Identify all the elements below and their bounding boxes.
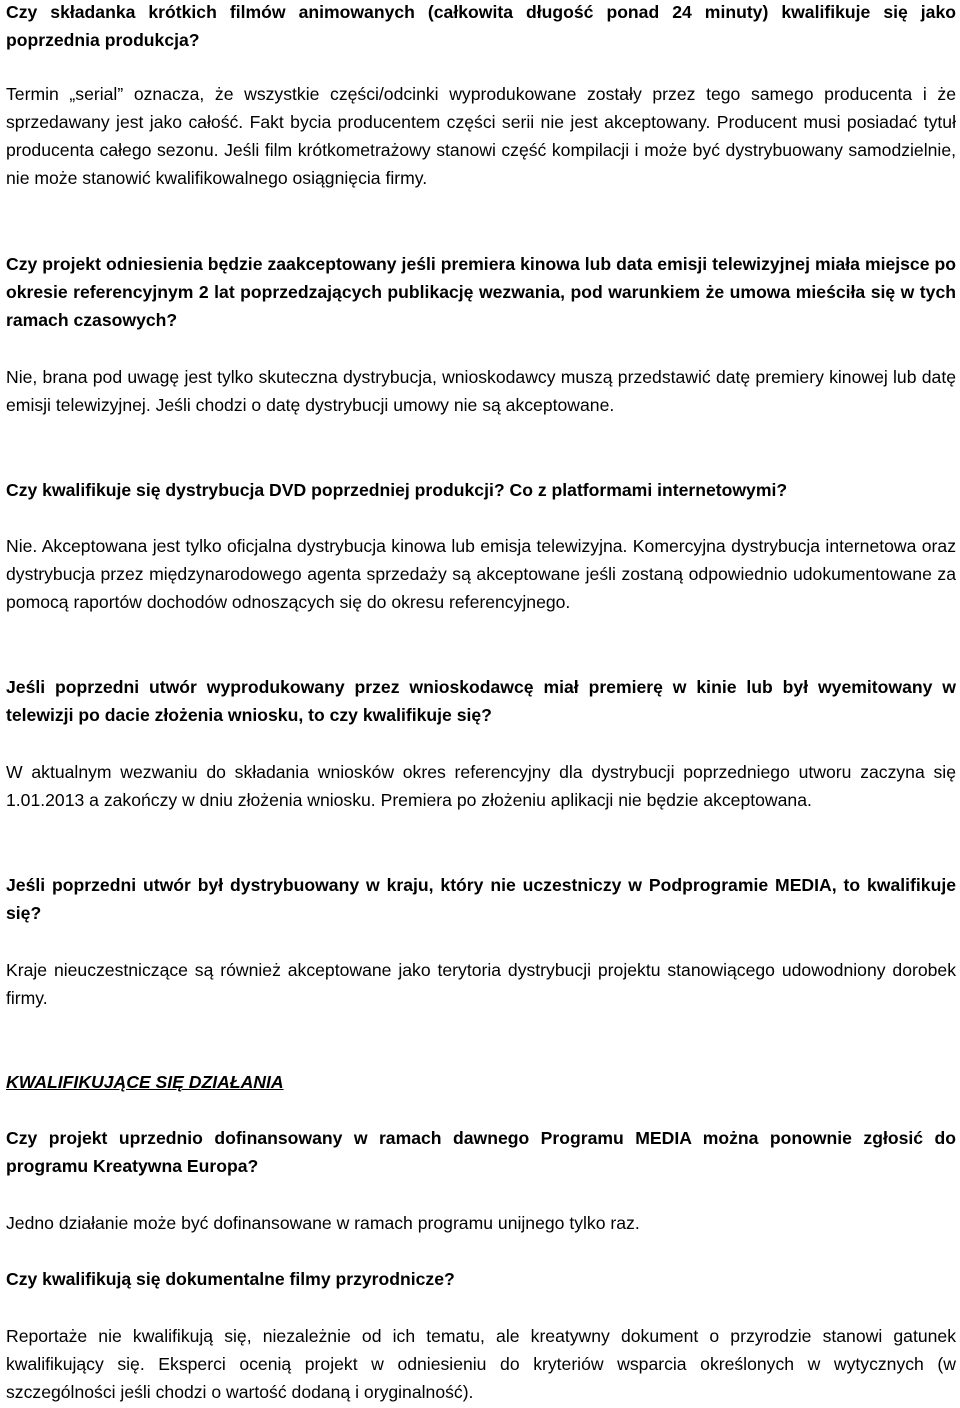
answer-series-definition-part1: Termin „serial” oznacza, że wszystkie części/odcinki wyprodukowane zostały przez tego samego producenta i że sprzedawany jest jako całość. Fakt bycia producentem części serii nie jest akceptowany. [6, 84, 956, 132]
question-reference-project-premiere: Czy projekt odniesienia będzie zaakceptowany jeśli premiera kinowa lub data emisji telewizyjnej miała miejsce po okresie referencyjnym 2 lat poprzedzających publikację wezwania, pod warunkiem że umowa mieściła się w tych ramach czasowych? [6, 254, 956, 330]
question-previously-funded-project: Czy projekt uprzednio dofinansowany w ramach dawnego Programu MEDIA można ponownie zgłosić do programu Kreatywna Europa? [6, 1128, 956, 1176]
answer-reference-period: W aktualnym wezwaniu do składania wniosków okres referencyjny dla dystrybucji poprzedniego utworu zaczyna się 1.01.2013 a zakończy w dniu złożenia wniosku. Premiera po złożeniu aplikacji nie będzie akceptowana. [6, 762, 956, 810]
answer-effective-distribution: Nie, brana pod uwagę jest tylko skuteczna dystrybucja, wnioskodawcy muszą przedstawić datę premiery kinowej lub datę emisji telewizyjnej. Jeśli chodzi o datę dystrybucji umowy nie są akceptowane. [6, 367, 956, 415]
question-dvd-distribution: Czy kwalifikuje się dystrybucja DVD poprzedniej produkcji? Co z platformami internetowymi? [6, 480, 788, 500]
answer-official-distribution: Nie. Akceptowana jest tylko oficjalna dystrybucja kinowa lub emisja telewizyjna. Komercyjna dystrybucja internetowa oraz dystrybucja przez międzynarodowego agenta sprzedaży są akceptowane jeśli zostaną odpowiednio udokumentowane za pomocą raportów dochodów odnoszących się do okresu referencyjnego. [6, 536, 956, 612]
answer-non-participating-countries: Kraje nieuczestniczące są również akceptowane jako terytoria dystrybucji projektu stanowiącego udowodniony dorobek firmy. [6, 960, 956, 1008]
answer-series-definition [6, 80, 956, 192]
answer-reportages-not-eligible: Reportaże nie kwalifikują się, niezależnie od ich tematu, ale kreatywny dokument o przyrodzie stanowi gatunek kwalifikujący się. Eksperci ocenią projekt w odniesieniu do kryteriów wsparcia określonych w wytycznych (w szczególności jeśli chodzi o wartość dodaną i oryginalność). [6, 1326, 956, 1402]
question-nature-documentaries: Czy kwalifikują się dokumentalne filmy przyrodnicze? [6, 1269, 455, 1289]
question-non-participating-country: Jeśli poprzedni utwór był dystrybuowany w kraju, który nie uczestniczy w Podprogramie MEDIA, to kwalifikuje się? [6, 875, 956, 923]
question-short-film-compilation: Czy składanka krótkich filmów animowanych (całkowita długość ponad 24 minuty) kwalifikuje się jako poprzednia produkcja? [6, 2, 956, 50]
question-premiere-after-submission: Jeśli poprzedni utwór wyprodukowany przez wnioskodawcę miał premierę w kinie lub był wyemitowany w telewizji po dacie złożenia wniosku, to czy kwalifikuje się? [6, 677, 956, 725]
answer-funded-once: Jedno działanie może być dofinansowane w ramach programu unijnego tylko raz. [6, 1213, 640, 1233]
section-heading-eligible-actions: KWALIFIKUJĄCE SIĘ DZIAŁANIA [6, 1072, 284, 1092]
answer-series-definition-part2: Producent musi posiadać tytuł producenta całego sezonu. Jeśli film krótkometrażowy stanowi część kompilacji i może być dystrybuowany samodzielnie, nie może stanowić kwalifikowalnego osiągnięcia firmy. [6, 112, 956, 188]
